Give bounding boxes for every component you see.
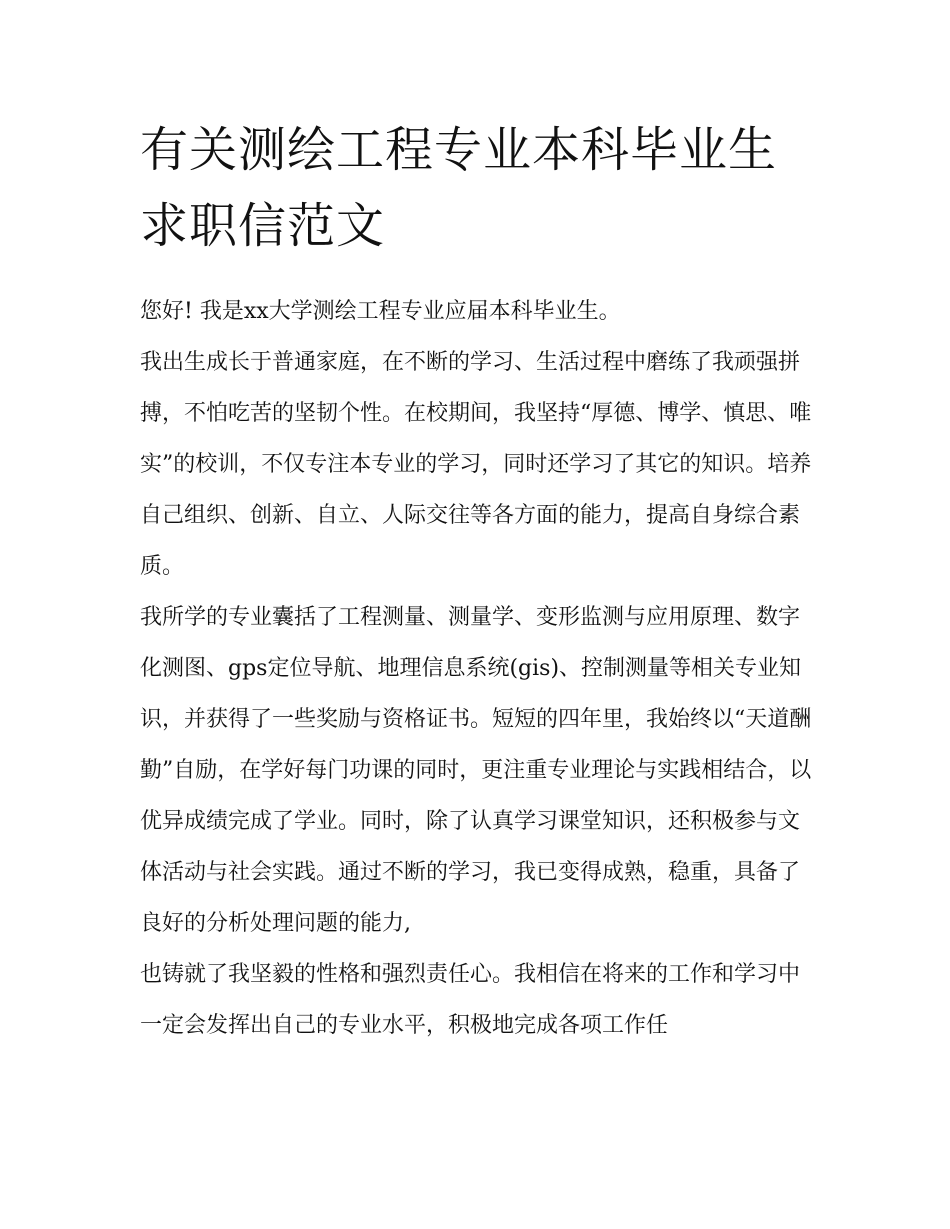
paragraph-character: 也铸就了我坚毅的性格和强烈责任心。我相信在将来的工作和学习中一定会发挥出自己的专业水平，积极地完成各项工作任 xyxy=(140,962,801,1038)
document-body xyxy=(140,286,815,1051)
paragraph-background: 我出生成长于普通家庭，在不断的学习、生活过程中磨练了我顽强拼搏，不怕吃苦的坚韧个性。在校期间，我坚持“厚德、博学、慎思、唯实”的校训，不仅专注本专业的学习，同时还学习了其它的知识。培养自己组织、创新、自立、人际交往等各方面的能力，提高自身综合素质。 xyxy=(140,350,812,579)
paragraph-studies: 我所学的专业囊括了工程测量、测量学、变形监测与应用原理、数字化测图、gps定位导航、地理信息系统(gis)、控制测量等相关专业知识，并获得了一些奖励与资格证书。短短的四年里，我始终以“天道酬勤”自励，在学好每门功课的同时，更注重专业理论与实践相结合，以优异成绩完成了学业。同时，除了认真学习课堂知识，还积极参与文体活动与社会实践。通过不断的学习，我已变得成熟，稳重，具备了良好的分析处理问题的能力, xyxy=(140,605,812,936)
document-title: 有关测绘工程专业本科毕业生求职信范文 xyxy=(140,122,778,254)
paragraph-greeting: 您好! 我是xx大学测绘工程专业应届本科毕业生。 xyxy=(140,299,621,324)
document-content xyxy=(140,112,815,1051)
